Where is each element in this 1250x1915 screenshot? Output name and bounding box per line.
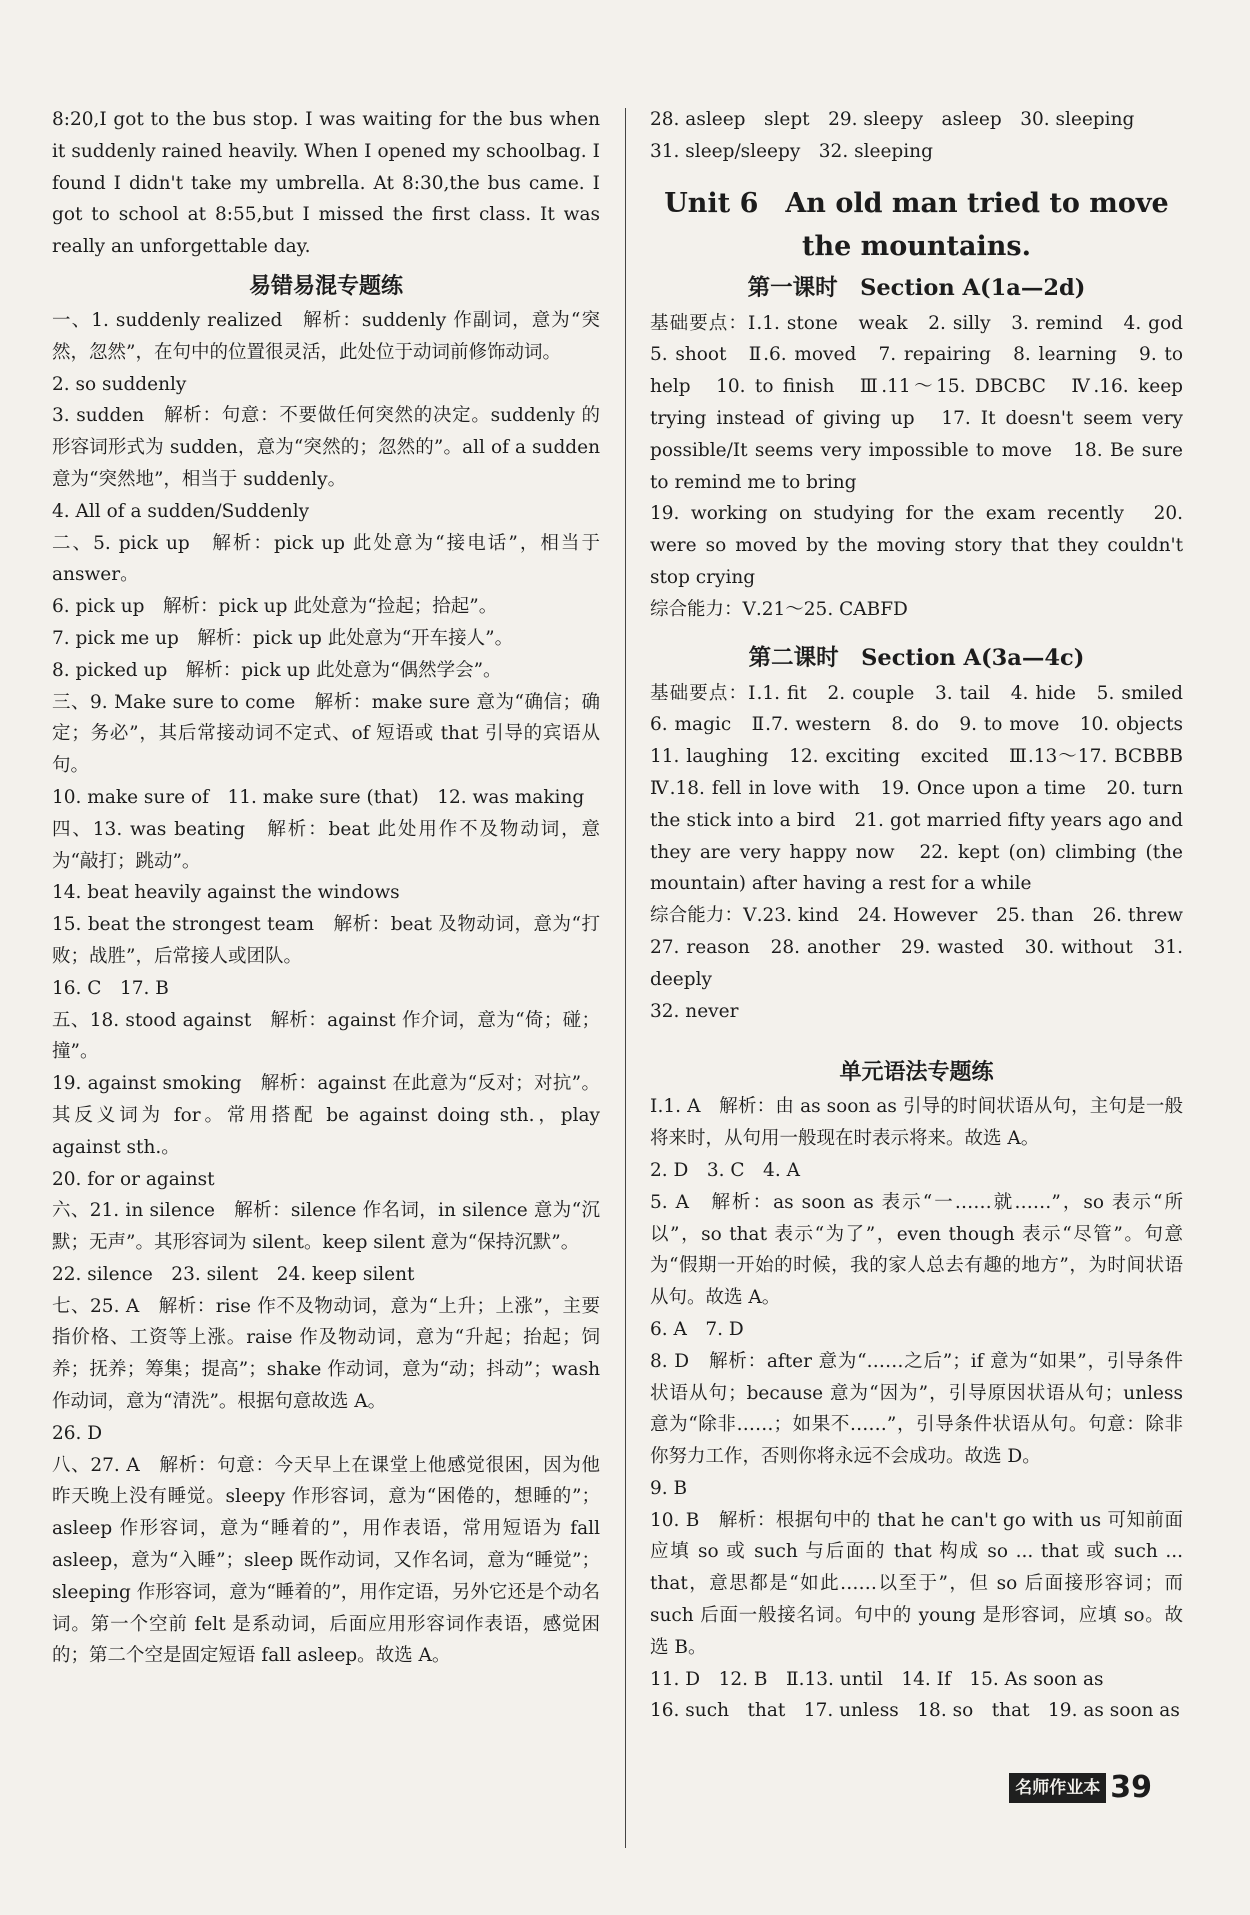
- answer-line: 19. against smoking 解析：against 在此意为“反对；对抗”。其反义词为 for。常用搭配 be against doing sth.，play against sth.。: [52, 1073, 600, 1158]
- answer-line: 综合能力：Ⅴ.23. kind 24. However 25. than 26. threw 27. reason 28. another 29. wasted 30. without 31. deeply: [650, 905, 1202, 990]
- answer-line: 一、1. suddenly realized 解析：suddenly 作副词，意为“突然，忽然”，在句中的位置很灵活，此处位于动词前修饰动词。: [52, 309, 600, 363]
- answer-line: 32. never: [650, 1000, 739, 1022]
- answer-line: 16. such that 17. unless 18. so that 19. as soon as: [650, 1700, 1180, 1722]
- lesson1-title: 第一课时 Section A(1a—2d): [747, 274, 1086, 301]
- answer-line: 14. beat heavily against the windows: [52, 882, 400, 904]
- answer-line: 2. so suddenly: [52, 373, 187, 395]
- answer-line: 15. beat the strongest team 解析：beat 及物动词，意为“打败；战胜”，后常接人或团队。: [52, 914, 600, 967]
- answer-line: 四、13. was beating 解析：beat 此处用作不及物动词，意为“敲打；跳动”。: [52, 818, 600, 872]
- spacer: [650, 1027, 1183, 1049]
- answer-line: 七、25. A 解析：rise 作不及物动词，意为“上升；上涨”，主要指价格、工资等上涨。raise 作及物动词，意为“升起；抬起；饲养；抚养；筹集；提高”；shake 作动词，意为“动；抖动”；wash 作动词，意为“清洗”。根据句意故选 A。: [52, 1295, 600, 1413]
- answer-line: 3. sudden 解析：句意：不要做任何突然的决定。suddenly 的形容词形式为 sudden，意为“突然的；忽然的”。all of a sudden 意为“突然地”，相当于 suddenly。: [52, 405, 600, 490]
- answer-line: 19. working on studying for the exam recently 20. were so moved by the moving story that they couldn't stop crying: [650, 503, 1183, 588]
- footer-brand-label: 名师作业本: [1009, 1773, 1106, 1803]
- answer-line: 7. pick me up 解析：pick up 此处意为“开车接人”。: [52, 627, 514, 649]
- unit-title-line2: the mountains.: [802, 230, 1031, 262]
- answer-line: 10. make sure of 11. make sure (that) 12. was making: [52, 786, 585, 808]
- answer-line: 六、21. in silence 解析：silence 作名词，in silence 意为“沉默；无声”。其形容词为 silent。keep silent 意为“保持沉默”。: [52, 1200, 600, 1254]
- answer-line: 16. C 17. B: [52, 977, 169, 999]
- intro-paragraph: 8:20,I got to the bus stop. I was waiting for the bus when it suddenly rained heavily. When I opened my schoolbag. I found I didn't take my umbrella. At 8:30,the bus came. I got to school at 8:55,but I missed the first class. It was really an unforgettable day.: [52, 109, 600, 258]
- answer-line: 8. D 解析：after 意为“……之后”；if 意为“如果”，引导条件状语从句；because 意为“因为”，引导原因状语从句；unless 意为“除非……；如果不……”，引导条件状语从句。句意：除非你努力工作，否则你将永远不会成功。故选 D。: [650, 1350, 1183, 1468]
- answer-line: 28. asleep slept 29. sleepy asleep 30. sleeping: [650, 109, 1135, 130]
- answer-line: 20. for or against: [52, 1168, 215, 1190]
- section-title-confusing-words: 易错易混专题练: [248, 273, 403, 299]
- answer-line: 9. B: [650, 1477, 688, 1499]
- answer-line: 基础要点：Ⅰ.1. stone weak 2. silly 3. remind 4. god 5. shoot Ⅱ.6. moved 7. repairing 8. learning 9. to help 10. to finish Ⅲ.11～15. DBCBC Ⅳ.16. keep trying instead of giving up 17. It doesn't seem very possible/It seems very impossible to move 18. Be sure to remind me to bring: [650, 312, 1202, 493]
- answer-line: Ⅰ.1. A 解析：由 as soon as 引导的时间状语从句，主句是一般将来时，从句用一般现在时表示将来。故选 A。: [650, 1096, 1183, 1150]
- unit-title-line1: Unit 6 An old man tried to move: [664, 187, 1169, 219]
- column-divider: [625, 108, 626, 1848]
- answer-line: 4. All of a sudden/Suddenly: [52, 500, 310, 522]
- answer-line: 6. A 7. D: [650, 1318, 744, 1340]
- grammar-section-title: 单元语法专题练: [839, 1060, 994, 1086]
- answer-line: 11. D 12. B Ⅱ.13. until 14. If 15. As soon as: [650, 1668, 1104, 1690]
- right-column: [650, 104, 1202, 1727]
- answer-line: 8. picked up 解析：pick up 此处意为“偶然学会”。: [52, 659, 502, 681]
- answer-line: 综合能力：Ⅴ.21～25. CABFD: [650, 598, 908, 620]
- spacer: [650, 626, 1183, 638]
- answer-line: 2. D 3. C 4. A: [650, 1159, 800, 1181]
- lesson2-title: 第二课时 Section A(3a—4c): [748, 644, 1085, 671]
- answer-line: 10. B 解析：根据句中的 that he can't go with us 可知前面应填 so 或 such 与后面的 that 构成 so ... that 或 such ... that，意思都是“如此……以至于”，但 so 后面接形容词；而 such 后面一般接名词。句中的 young 是形容词，应填 so。故选 B。: [650, 1509, 1183, 1658]
- answer-line: 五、18. stood against 解析：against 作介词，意为“倚；碰；撞”。: [52, 1009, 600, 1063]
- left-column: [52, 104, 600, 1672]
- page-number: 39: [1110, 1770, 1152, 1805]
- answer-line: 6. pick up 解析：pick up 此处意为“捡起；拾起”。: [52, 596, 498, 618]
- page-footer: [1009, 1770, 1152, 1805]
- answer-line: 31. sleep/sleepy 32. sleeping: [650, 140, 933, 162]
- answer-line: 5. A 解析：as soon as 表示“一……就……”，so 表示“所以”，so that 表示“为了”，even though 表示“尽管”。句意为“假期一开始的时候，我的家人总去有趣的地方”，为时间状语从句。故选 A。: [650, 1191, 1183, 1309]
- unit-title: [650, 182, 1183, 268]
- answer-line: 八、27. A 解析：句意：今天早上在课堂上他感觉很困，因为他昨天晚上没有睡觉。sleepy 作形容词，意为“困倦的，想睡的”；asleep 作形容词，意为“睡着的”，用作表语，常用短语为 fall asleep，意为“入睡”；sleep 既作动词，又作名词，意为“睡觉”；sleeping 作形容词，意为“睡着的”，用作定语，另外它还是个动名词。第一个空前 felt 是系动词，后面应用形容词作表语，感觉困的；第二个空是固定短语 fall asleep。故选 A。: [52, 1454, 600, 1667]
- answer-line: 二、5. pick up 解析：pick up 此处意为“接电话”，相当于 answer。: [52, 532, 600, 586]
- answer-line: 基础要点：Ⅰ.1. fit 2. couple 3. tail 4. hide 5. smiled 6. magic Ⅱ.7. western 8. do 9. to move 10. objects 11. laughing 12. exciting excited Ⅲ.13～17. BCBBB Ⅳ.18. fell in love with 19. Once upon a time 20. turn the stick into a bird 21. got married fifty years ago and they are very happy now 22. kept (on) climbing (the mountain) after having a rest for a while: [650, 682, 1202, 895]
- answer-line: 22. silence 23. silent 24. keep silent: [52, 1263, 415, 1285]
- answer-line: 26. D: [52, 1422, 103, 1444]
- answer-line: 三、9. Make sure to come 解析：make sure 意为“确信；确定；务必”，其后常接动词不定式、of 短语或 that 引导的宾语从句。: [52, 691, 600, 777]
